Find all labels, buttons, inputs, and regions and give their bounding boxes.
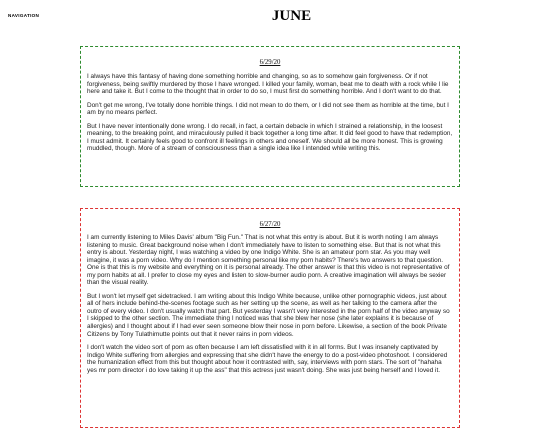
entry-paragraph: Don't get me wrong, I've totally done horrible things. I did not mean to do them, or I did not see them as horrible at the time, but I am by no means perfect.: [87, 101, 449, 117]
entry-paragraph: I always have this fantasy of having done something horrible and changing, so as to somehow gain forgiveness. Or if not forgiveness, being swiftly murdered by those I have wronged. I killed your family, woman, beat me to death with a rock while I lie here and take it. But I come to the thought that in order to do so, I must first do something horrible. And I don't want to do that.: [87, 73, 449, 96]
journal-entry: [80, 46, 460, 187]
entry-paragraph: But I have never intentionally done wrong. I do recall, in fact, a certain debacle in which I strained a relationship, in the loosest meaning, to the breaking point, and miraculously pulled it back together a long time after. It did feel good to have that redemption, I must admit. It certainly feels good to confront ill feelings in others and oneself. We should all be more honest. This is growing muddled, though. More of a stream of consciousness than a single idea like I intended while writing this.: [87, 122, 453, 153]
entry-paragraph: I am currently listening to Miles Davis' album "Big Fun." That is not what this entry is about. But it is worth noting I am always listening to music. Great background noise when I don't immediately have to listen to something else. But that is not what this entry is about. Yesterday night, I was watching a video by one Indigo White. She is an amateur porn star. As you may well imagine, it was a porn video. Why do I mention something personal like my porn habits? There's two answers to that question. One is that this is my website and everything on it is personal already. The other answer is that this video is not representative of my porn habits at all. I prefer to close my eyes and listen to slow-burner audio porn. A creative imagination will always be sexier than the visual reality.: [87, 234, 450, 287]
entry-paragraph: But I won't let myself get sidetracked. I am writing about this Indigo White because, unlike other pornographic videos, just about all of hers include behind-the-scenes footage such as her setting up the scene, as well as her talking to the camera after the outro of every video. I don't usually watch that part. But yesterday I wasn't very interested in the porn half of the video anyway so I skipped to the other section. The immediate thing I noticed was that she blew her nose (she later explains it is because of allergies) and I thought about if I had ever seen someone blow their nose in porn before. Likewise, a section of the book Private Citizens by Tony Tulathimutte points out that it never rains in porn videos.: [87, 292, 450, 338]
journal-entry: [80, 208, 460, 428]
entry-date: 6/29/20: [259, 59, 281, 66]
navigation-link[interactable]: NAVIGATION: [8, 13, 40, 18]
entry-paragraph: I don't watch the video sort of porn as often because I am left dissatisfied with it in all forms. But I was insanely captivated by Indigo White suffering from allergies and expressing that she didn't have the energy to do a post-video photoshoot. I considered the humanization effect from this but thought about how it contrasted with, say, interviews with porn stars. The sort of "hahaha yes mr porn director i do love taking it up the ass" that this actress just wasn't doing. She was just being herself and I loved it.: [87, 344, 448, 374]
page-title: JUNE: [271, 8, 312, 24]
entry-date: 6/27/20: [259, 221, 281, 228]
